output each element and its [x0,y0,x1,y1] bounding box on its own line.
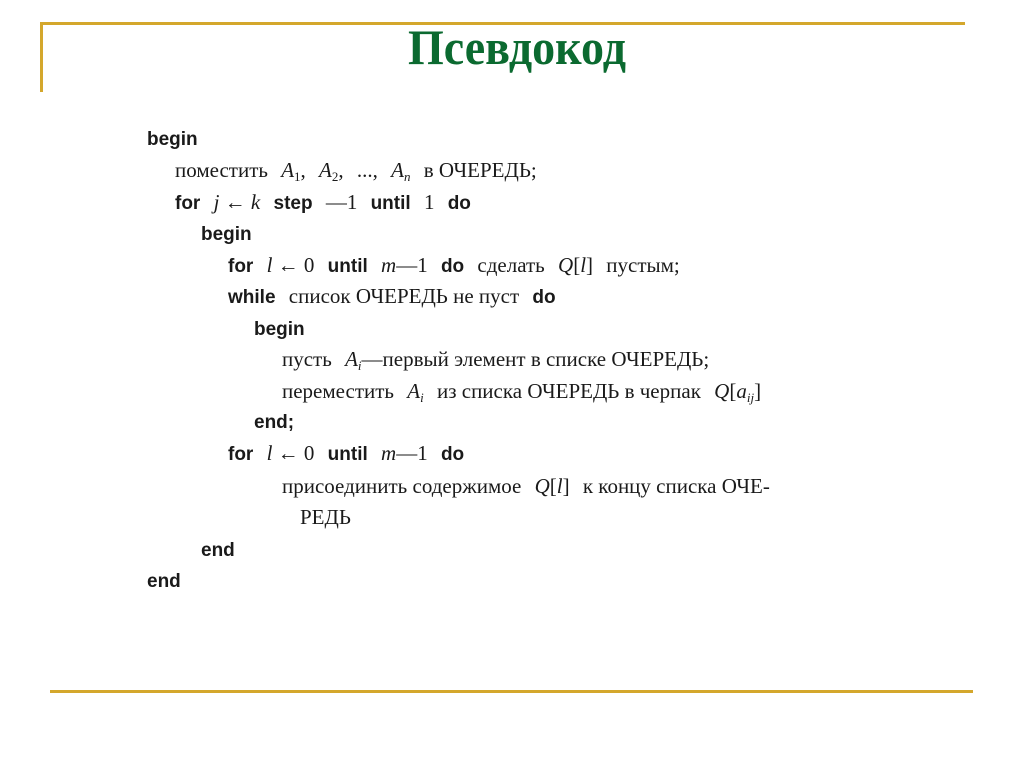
var: Q [534,474,550,498]
keyword-step: step [273,193,313,214]
keyword-end: end; [254,412,295,433]
text: —1 [396,441,428,465]
text: пусть [282,347,332,371]
text: 1 [423,190,435,214]
text: ] [562,474,570,498]
text: [ [549,474,557,498]
code-line [282,347,709,371]
code-line [254,409,294,435]
var: A [391,158,404,182]
arrow-icon: ← [277,441,299,465]
arrow-icon: ← [277,253,299,277]
code-line [201,221,252,247]
keyword-until: until [327,256,368,277]
var: m [381,253,397,277]
code-line [175,158,537,182]
text: РЕДЬ [300,505,351,529]
slide-title: Псевдокод [407,19,626,75]
var: A [281,158,295,182]
keyword-end: end [201,540,235,561]
subscript: ij [746,390,755,405]
keyword-begin: begin [201,224,252,245]
var: l [266,253,273,277]
code-line [201,537,235,563]
keyword-end: end [147,571,181,592]
code-line [228,441,464,467]
var: Q [558,253,574,277]
text: поместить [175,158,268,182]
text: [ [729,379,737,403]
subscript: 2 [331,169,339,184]
arrow-icon: ← [224,190,246,214]
subscript: i [357,358,362,373]
code-line [300,505,351,529]
keyword-while: while [228,287,276,308]
text: 0 [303,253,315,277]
code-line [228,284,556,310]
text: —1 [396,253,428,277]
text: ] [754,379,762,403]
code-line [254,316,305,342]
keyword-until: until [370,193,411,214]
var: l [556,474,563,498]
text: , [338,158,344,182]
keyword-for: for [228,256,254,277]
keyword-for: for [228,444,254,465]
text: переместить [282,379,395,403]
text: список ОЧЕРЕДЬ не пуст [288,284,520,308]
keyword-for: for [175,193,201,214]
text: сделать [477,253,545,277]
code-line [282,379,761,403]
text: 0 [303,441,315,465]
var: k [250,190,261,214]
text: к концу списка ОЧЕ- [582,474,770,498]
code-line [147,126,198,152]
text: из списка ОЧЕРЕДЬ в черпак [436,379,701,403]
subscript: i [420,390,424,405]
code-line [282,474,770,498]
var: l [580,253,587,277]
var: A [319,158,332,182]
var: l [266,441,273,465]
var: A [407,379,421,403]
text: ..., [356,158,378,182]
subscript: 1 [294,169,301,184]
text: пустым; [606,253,680,277]
var: A [345,347,358,371]
var: m [381,441,397,465]
code-line [147,568,181,594]
text: ] [586,253,594,277]
var: j [213,190,220,214]
keyword-do: do [532,287,556,308]
text: в ОЧЕРЕДЬ; [423,158,537,182]
text: , [300,158,306,182]
keyword-until: until [327,444,368,465]
text: —первый элемент в списке ОЧЕРЕДЬ; [361,347,710,371]
code-line [228,253,680,279]
keyword-do: do [440,256,465,277]
keyword-begin: begin [147,129,198,150]
text: —1 [325,190,358,214]
keyword-begin: begin [254,319,305,340]
text: присоединить содержимое [282,474,522,498]
keyword-do: do [440,444,465,465]
var: a [736,379,747,403]
text: [ [573,253,581,277]
var: Q [714,379,730,403]
subscript: n [403,169,411,184]
keyword-do: do [447,193,471,214]
code-line [175,190,471,216]
